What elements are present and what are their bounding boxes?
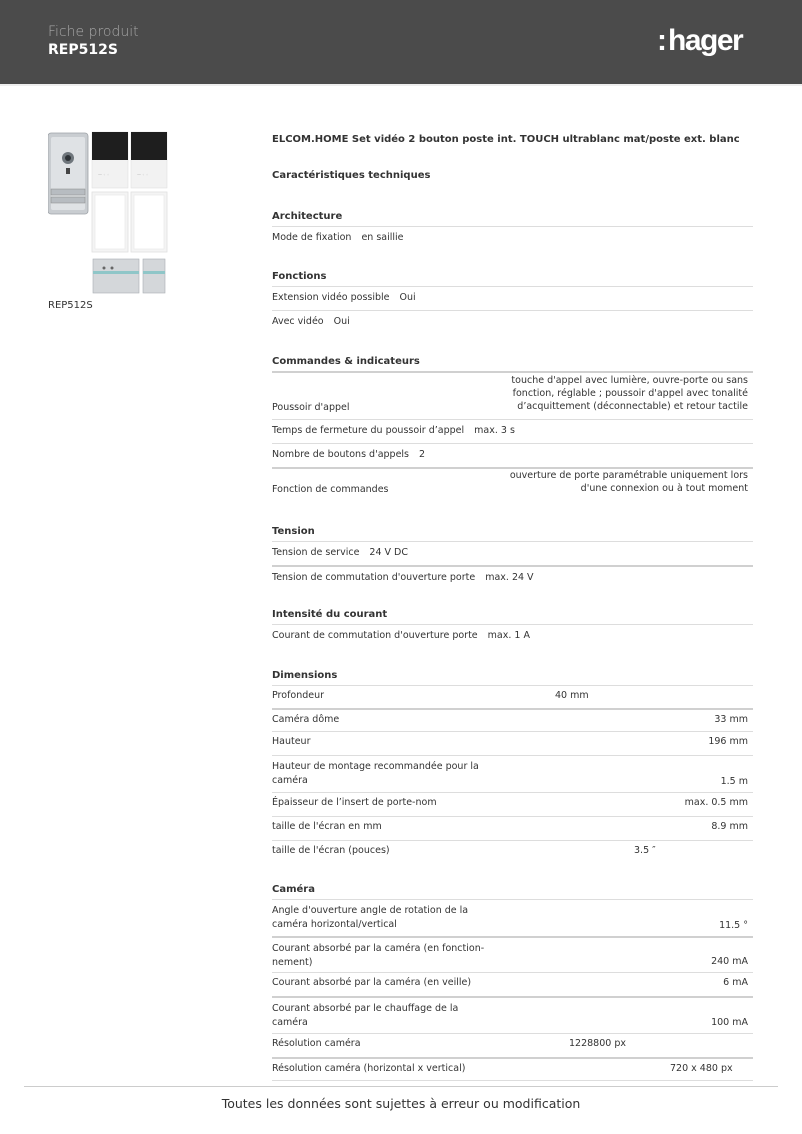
spec-row	[272, 936, 753, 972]
spec-value: 11.5 °	[719, 920, 748, 931]
svg-text:— ◦ ◦: — ◦ ◦	[137, 172, 149, 177]
spec-row	[272, 419, 753, 443]
spec-label: Courant absorbé par la caméra (en veille)	[272, 977, 472, 988]
spec-value: 6 mA	[723, 977, 748, 988]
indoor-monitor-icon	[92, 132, 167, 188]
spec-row	[272, 816, 753, 840]
mounting-frame-icon	[92, 192, 167, 252]
section-title: Commandes & indicateurs	[272, 356, 420, 367]
spec-row	[272, 792, 753, 816]
product-image	[48, 131, 168, 296]
section-title: Fonctions	[272, 271, 327, 282]
spec-value: 196 mm	[708, 736, 748, 747]
spec-row	[272, 286, 753, 310]
spec-row	[272, 996, 753, 1033]
spec-value: 2	[419, 449, 426, 460]
spec-value: 240 mA	[711, 956, 748, 967]
spec-row	[272, 840, 753, 864]
spec-label: Courant absorbé par la caméra (en fonction- nement)	[272, 943, 485, 968]
spec-label: Poussoir d'appel	[272, 402, 350, 413]
spec-label: Avec vidéo	[272, 316, 324, 327]
spec-label: Épaisseur de l’insert de porte-nom	[272, 797, 437, 808]
spec-row	[272, 371, 753, 419]
document-type-label: Fiche produit	[48, 24, 139, 40]
section-title: Architecture	[272, 211, 343, 222]
page-header	[0, 0, 802, 84]
section-title: Intensité du courant	[272, 609, 388, 620]
section-title: Caméra	[272, 884, 315, 895]
spec-label: taille de l'écran (pouces)	[272, 845, 390, 856]
spec-label: Caméra dôme	[272, 714, 340, 725]
spec-value: Oui	[399, 292, 416, 303]
outdoor-station-icon	[48, 133, 88, 214]
spec-label: Courant absorbé par le chauffage de la caméra	[272, 1003, 459, 1028]
spec-value: en saillie	[361, 232, 404, 243]
spec-value: max. 24 V	[485, 572, 534, 583]
spec-row	[272, 755, 753, 792]
spec-label: Tension de commutation d'ouverture porte	[272, 572, 476, 583]
spec-row	[272, 1033, 753, 1057]
spec-label: Extension vidéo possible	[272, 292, 390, 303]
section-title: Dimensions	[272, 670, 338, 681]
spec-row	[272, 899, 753, 936]
section-tension	[272, 523, 753, 589]
spec-value: 33 mm	[714, 714, 748, 725]
product-name: ELCOM.HOME Set vidéo 2 bouton poste int. TOUCH ultrablanc mat/poste ext. blanc	[272, 134, 740, 145]
spec-row	[272, 565, 753, 589]
spec-value: 24 V DC	[369, 547, 408, 558]
spec-value: 100 mA	[711, 1017, 748, 1028]
section-commandes-indicateurs	[272, 353, 753, 501]
section-camera	[272, 881, 753, 1081]
spec-row	[272, 972, 753, 996]
spec-row	[272, 1057, 753, 1081]
section-dimensions	[272, 667, 753, 864]
svg-text:— ◦ ◦: — ◦ ◦	[98, 172, 110, 177]
spec-value: max. 0.5 mm	[684, 797, 748, 808]
din-rail-module-icon	[93, 259, 165, 293]
spec-row	[272, 310, 753, 334]
spec-value: 40 mm	[555, 690, 589, 701]
header-divider	[0, 84, 802, 86]
spec-row	[272, 624, 753, 648]
spec-row	[272, 443, 753, 467]
product-reference-title: REP512S	[48, 42, 118, 58]
section-intensite-courant	[272, 606, 753, 648]
spec-label: Résolution caméra (horizontal x vertical)	[272, 1063, 466, 1074]
spec-value: 1228800 px	[569, 1038, 626, 1049]
footer-disclaimer: Toutes les données sont sujettes à erreur ou modification	[221, 1096, 581, 1111]
spec-value: 8.9 mm	[711, 821, 748, 832]
technical-characteristics-heading: Caractéristiques techniques	[272, 170, 431, 181]
spec-label: Angle d'ouverture angle de rotation de la caméra horizontal/vertical	[272, 905, 469, 930]
spec-value: max. 1 A	[487, 630, 530, 641]
hager-logo: :hager	[657, 24, 743, 57]
spec-row	[272, 685, 753, 708]
spec-label: Profondeur	[272, 690, 325, 701]
section-architecture	[272, 208, 753, 250]
section-title: Tension	[272, 526, 315, 537]
spec-label: Résolution caméra	[272, 1038, 361, 1049]
spec-row	[272, 226, 753, 250]
product-image-caption: REP512S	[48, 300, 93, 311]
spec-row	[272, 467, 753, 501]
spec-value: ouverture de porte paramétrable uniquement lors d'une connexion ou à tout moment	[509, 470, 748, 494]
spec-value: touche d'appel avec lumière, ouvre-porte ou sans fonction, réglable ; poussoir d'appel avec tonalité d’acquittement (déconnectable) et retour tactile	[511, 375, 748, 412]
spec-label: Courant de commutation d'ouverture porte	[272, 630, 478, 641]
spec-row	[272, 731, 753, 755]
spec-label: Hauteur	[272, 736, 311, 747]
spec-value: 720 x 480 px	[670, 1063, 733, 1074]
spec-value: 1.5 m	[720, 776, 748, 787]
spec-value: Oui	[333, 316, 350, 327]
spec-row	[272, 541, 753, 565]
spec-value: 3.5 ″	[634, 845, 656, 856]
spec-label: taille de l'écran en mm	[272, 821, 382, 832]
spec-label: Nombre de boutons d'appels	[272, 449, 410, 460]
spec-row	[272, 708, 753, 731]
spec-label: Temps de fermeture du poussoir d’appel	[272, 425, 465, 436]
spec-label: Fonction de commandes	[272, 484, 389, 495]
spec-value: max. 3 s	[474, 425, 515, 436]
spec-label: Tension de service	[272, 547, 360, 558]
section-fonctions	[272, 268, 753, 334]
spec-label: Mode de fixation	[272, 232, 352, 243]
spec-label: Hauteur de montage recommandée pour la caméra	[272, 761, 479, 786]
footer-divider	[24, 1086, 778, 1087]
